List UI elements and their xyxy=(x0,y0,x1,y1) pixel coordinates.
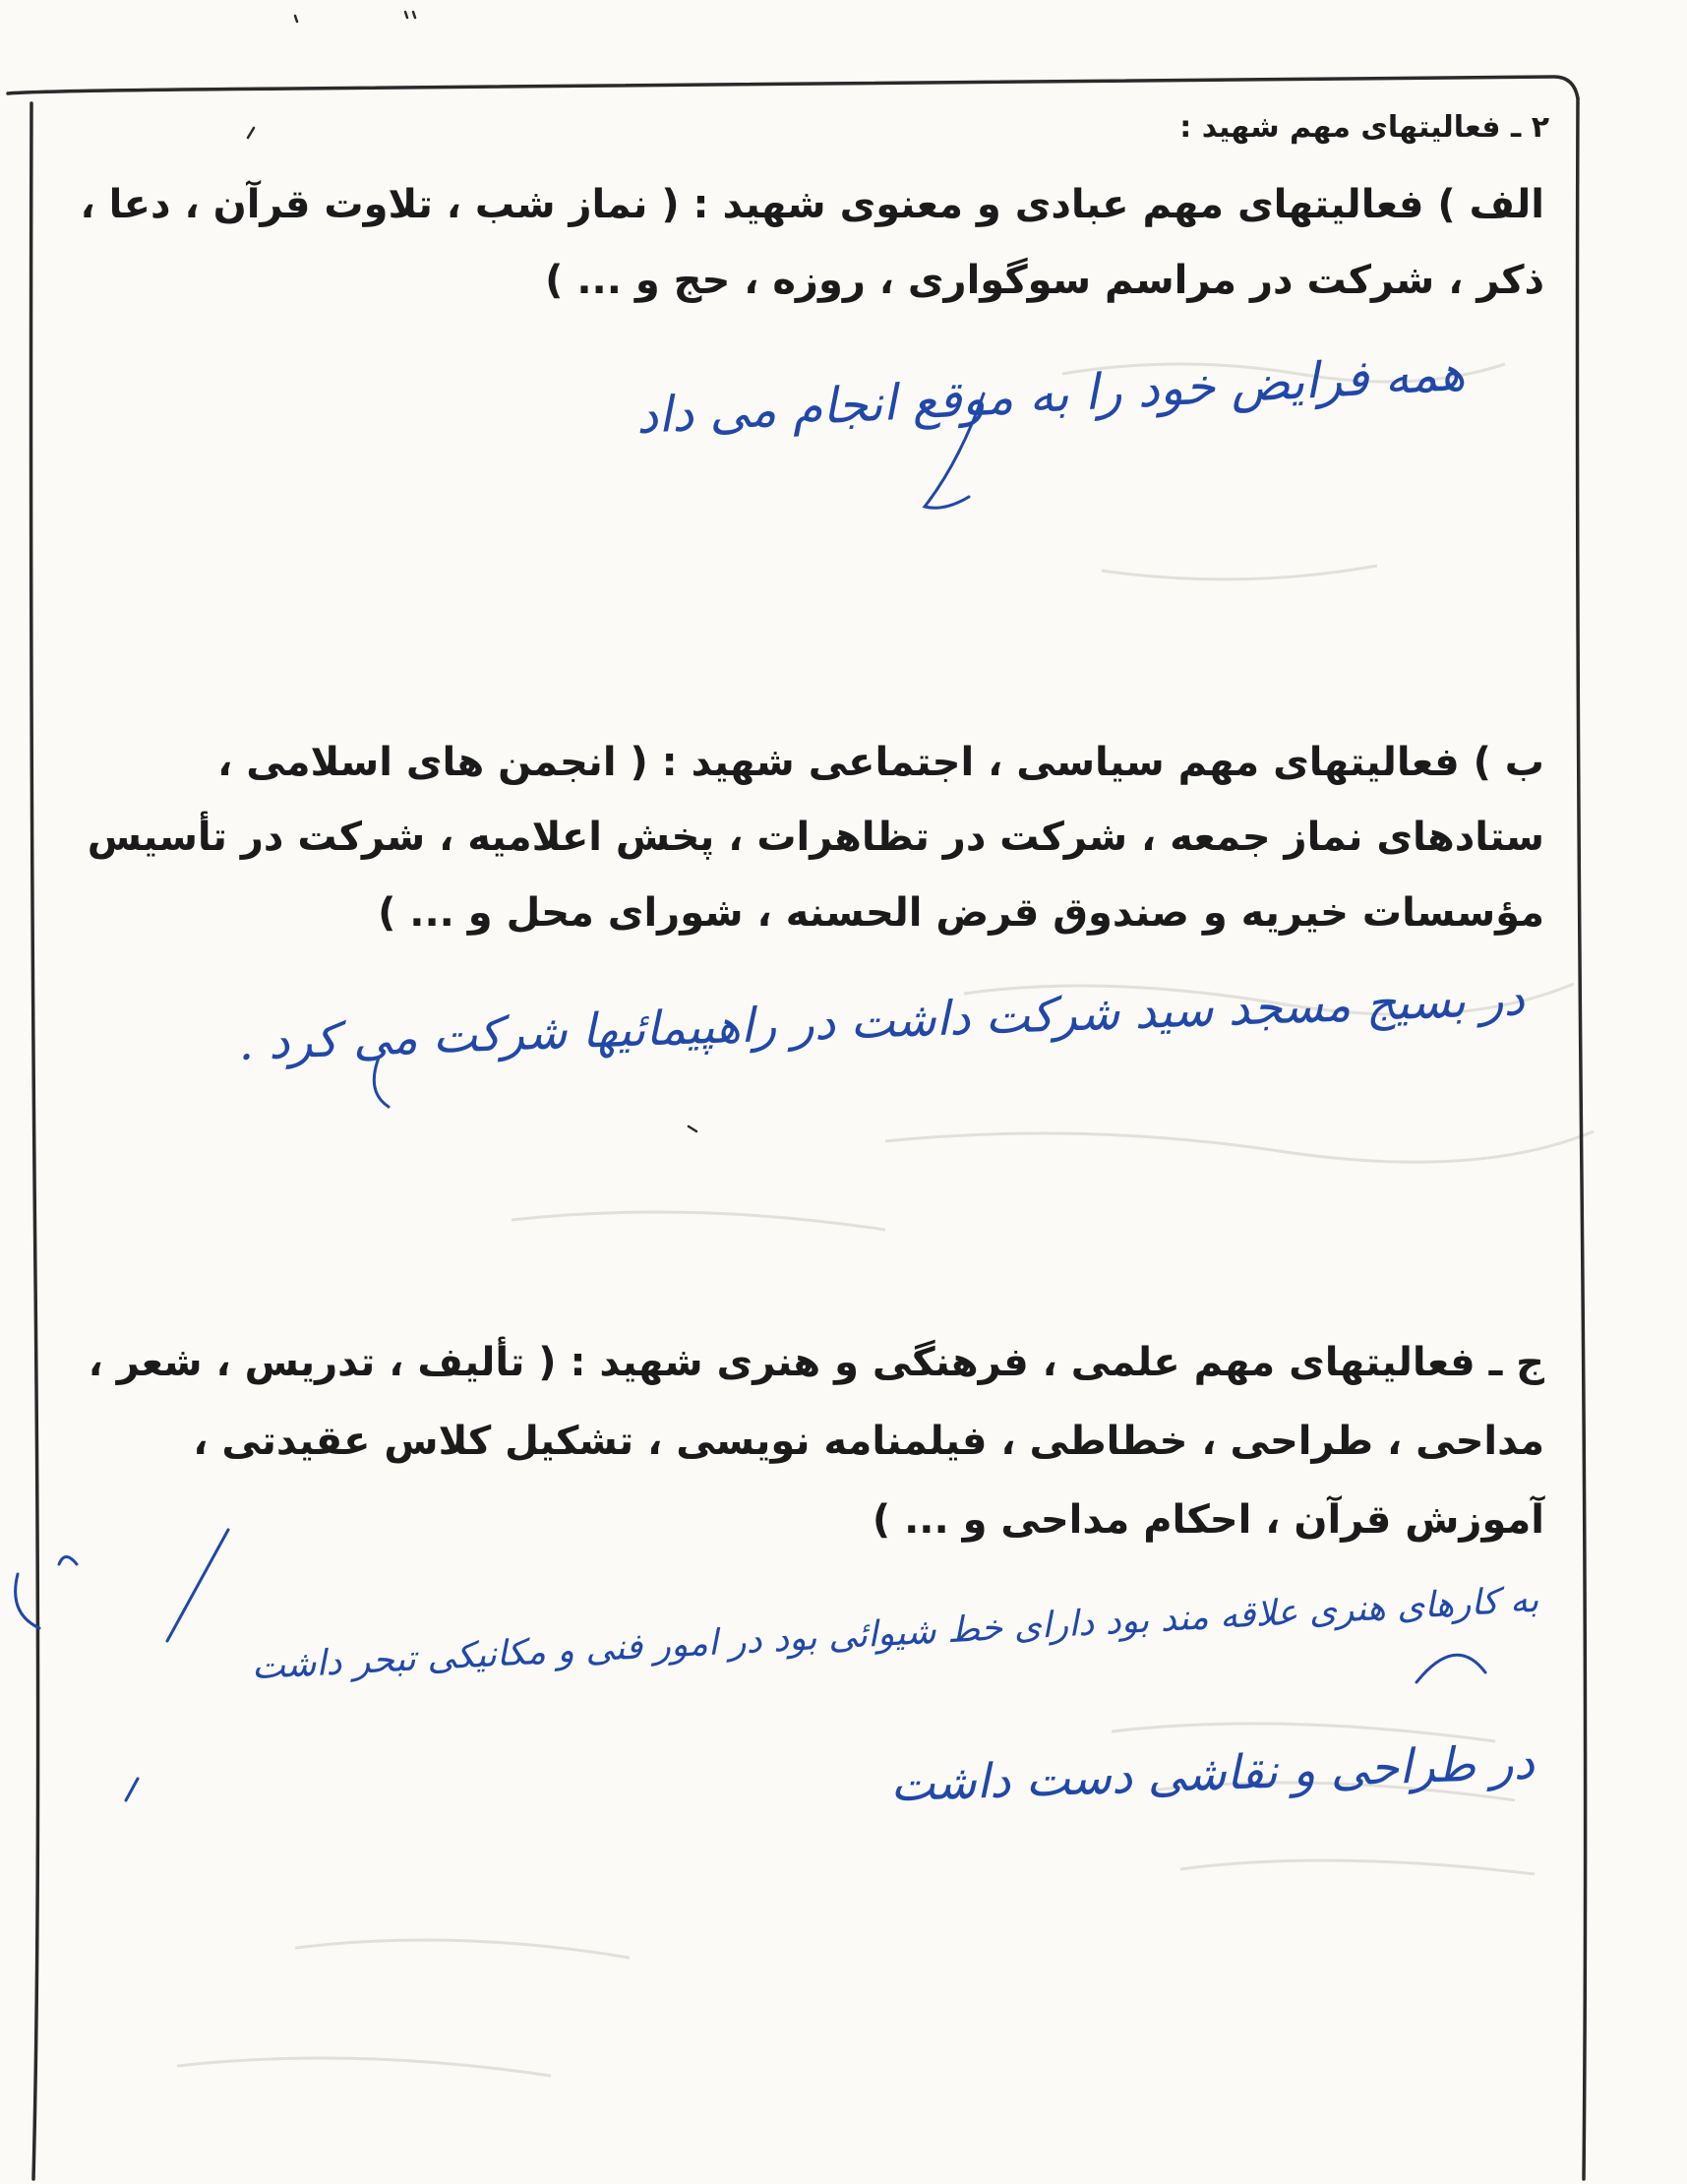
handwritten-answer: در طراحی و نقاشی دست داشت xyxy=(889,1734,1536,1813)
printed-line: ذکر ، شرکت در مراسم سوگواری ، روزه ، حج و ... ) xyxy=(545,258,1544,303)
printed-line: ستادهای نماز جمعه ، شرکت در تظاهرات ، پخش اعلامیه ، شرکت در تأسیس xyxy=(87,815,1544,860)
printed-line: آموزش قرآن ، احکام مداحی و ... ) xyxy=(872,1497,1544,1543)
section-heading: ۲ ـ فعالیتهای مهم شهید : xyxy=(1179,110,1549,145)
handwritten-answer: در بسیج مسجد سید شرکت داشت در راهپیمائیها شرکت می کرد . xyxy=(237,971,1526,1071)
printed-line: مؤسسات خیریه و صندوق قرض الحسنه ، شورای محل و ... ) xyxy=(378,890,1544,936)
handwritten-answer: همه فرایض خود را به موقع انجام می داد xyxy=(634,343,1467,446)
printed-line: ب ) فعالیتهای مهم سیاسی ، اجتماعی شهید : ( انجمن های اسلامی ، xyxy=(217,740,1544,785)
handwritten-answer: به کارهای هنری علاقه مند بود دارای خط شیوائی بود در امور فنی و مکانیکی تبحر داشت xyxy=(250,1579,1540,1688)
printed-line: مداحی ، طراحی ، خطاطی ، فیلمنامه نویسی ، تشکیل کلاس عقیدتی ، xyxy=(193,1419,1544,1464)
printed-line: الف ) فعالیتهای مهم عبادی و معنوی شهید : ( نماز شب ، تلاوت قرآن ، دعا ، xyxy=(80,182,1544,227)
printed-line: ج ـ فعالیتهای مهم علمی ، فرهنگی و هنری شهید : ( تألیف ، تدریس ، شعر ، xyxy=(88,1340,1544,1385)
